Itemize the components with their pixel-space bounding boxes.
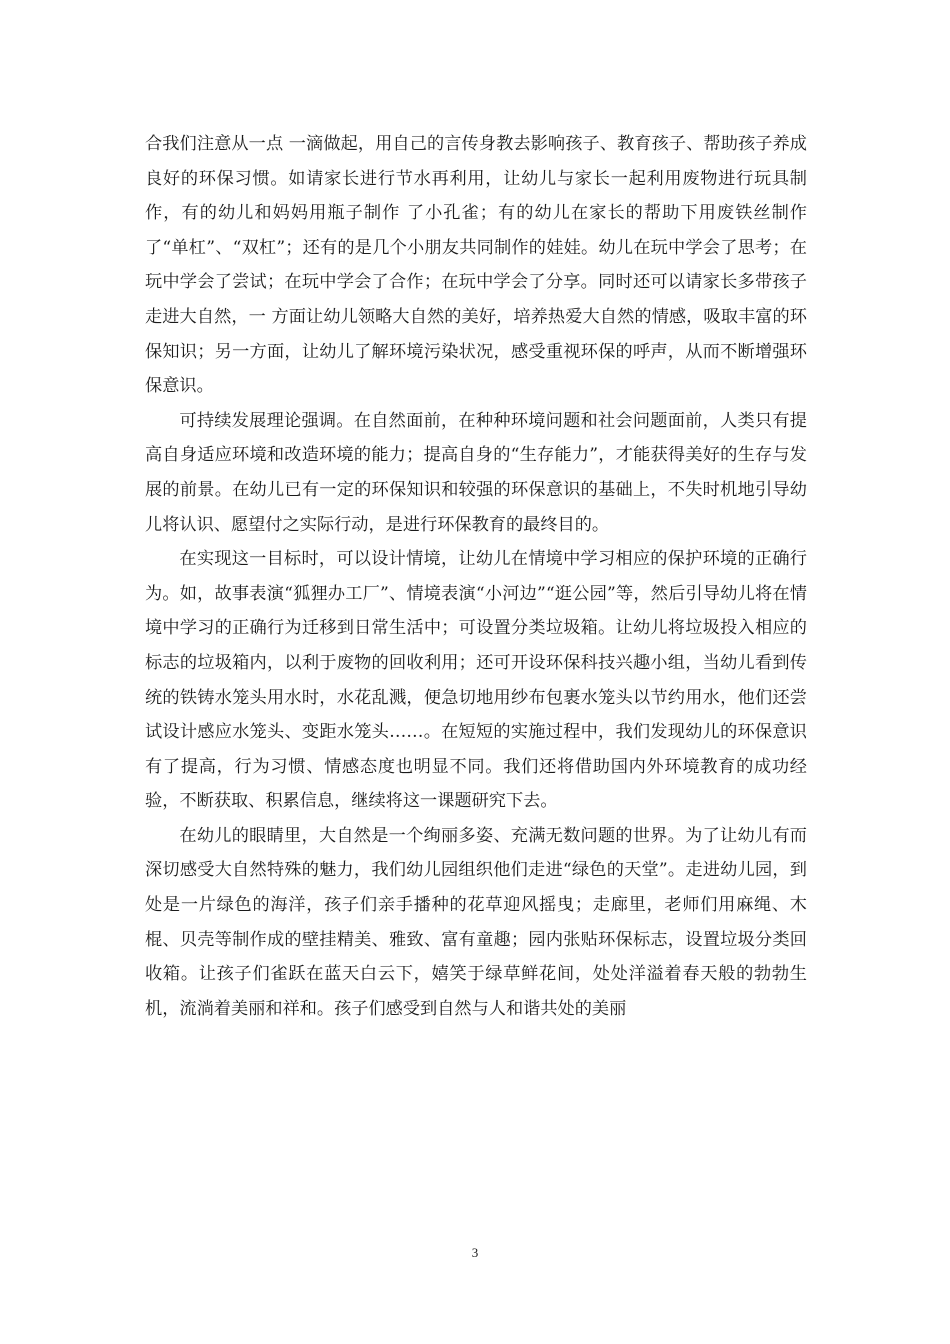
page-number: 3 bbox=[471, 1245, 479, 1260]
paragraph-4: 在幼儿的眼睛里，大自然是一个绚丽多姿、充满无数问题的世界。为了让幼儿有而深切感受大自然特殊的魅力，我们幼儿园组织他们走进“绿色的天堂”。走进幼儿园，到处是一片绿色的海洋，孩子们亲手播种的花草迎风摇曳；走廊里，老师们用麻绳、木棍、贝壳等制作成的壁挂精美、雅致、富有童趣；园内张贴环保标志，设置垃圾分类回收箱。让孩子们雀跃在蓝天白云下，嬉笑于绿草鲜花间，处处洋溢着春天般的勃勃生机，流淌着美丽和祥和。孩子们感受到自然与人和谐共处的美丽 bbox=[145, 825, 807, 1019]
paragraph-1: 合我们注意从一点 一滴做起，用自己的言传身教去影响孩子、教育孩子、帮助孩子养成良好的环保习惯。如请家长进行节水再利用，让幼儿与家长一起利用废物进行玩具制作，有的幼儿和妈妈用瓶子制作 了小孔雀；有的幼儿在家长的帮助下用废铁丝制作了“单杠”、“双杠”；还有的是几个小朋友共同制作的娃娃。幼儿在玩中学会了思考；在玩中学会了尝试；在玩中学会了合作；在玩中学会了分享。同时还可以请家长多带孩子走进大自然，一 方面让幼儿领略大自然的美好，培养热爱大自然的情感，吸取丰富的环保知识；另一方面，让幼儿了解环境污染状况，感受重视环保的呼声，从而不断增强环保意识。 bbox=[145, 134, 807, 397]
document-body bbox=[145, 127, 807, 1026]
paragraph-2: 可持续发展理论强调。在自然面前，在种种环境问题和社会问题面前，人类只有提高自身适应环境和改造环境的能力；提高自身的“生存能力”，才能获得美好的生存与发展的前景。在幼儿已有一定的环保知识和较强的环保意识的基础上，不失时机地引导幼儿将认识、愿望付之实际行动，是进行环保教育的最终目的。 bbox=[145, 410, 807, 535]
paragraph-3: 在实现这一目标时，可以设计情境，让幼儿在情境中学习相应的保护环境的正确行为。如，故事表演“狐狸办工厂”、情境表演“小河边”“逛公园”等，然后引导幼儿将在情境中学习的正确行为迁移到日常生活中；可设置分类垃圾箱。让幼儿将垃圾投入相应的标志的垃圾箱内，以利于废物的回收利用；还可开设环保科技兴趣小组，当幼儿看到传统的铁铸水笼头用水时，水花乱溅，便急切地用纱布包裹水笼头以节约用水，他们还尝试设计感应水笼头、变距水笼头……。在短短的实施过程中，我们发现幼儿的环保意识有了提高，行为习惯、情感态度也明显不同。我们还将借助国内外环境教育的成功经验，不断获取、积累信息，继续将这一课题研究下去。 bbox=[145, 549, 807, 812]
